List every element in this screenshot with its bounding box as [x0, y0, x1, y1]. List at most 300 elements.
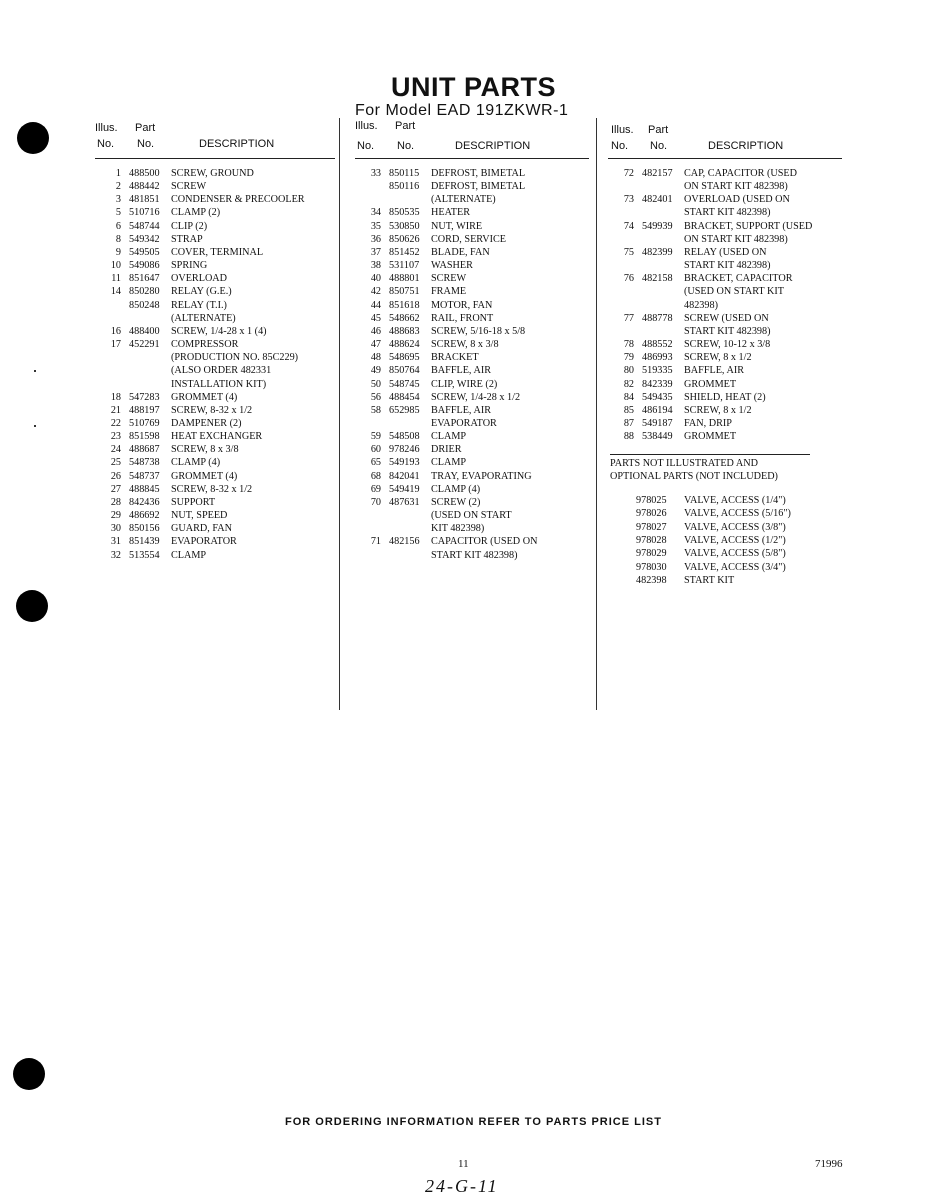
no-label: No. [397, 140, 415, 152]
part-description: (ALTERNATE) [431, 194, 496, 206]
part-description: FAN, DRIP [684, 417, 732, 429]
no-label: No. [650, 140, 668, 152]
part-row [355, 470, 589, 483]
part-number: 978246 [389, 444, 420, 456]
part-description: DEFROST, BIMETAL [431, 181, 526, 193]
part-row [95, 299, 335, 312]
part-description: SCREW, 8 x 3/8 [171, 444, 239, 456]
part-description: FRAME [431, 286, 467, 298]
part-row [355, 509, 589, 522]
part-description: SCREW [431, 273, 467, 285]
part-description: SCREW, 1/4-28 x 1 (4) [171, 325, 267, 337]
illus-number: 1 [115, 168, 121, 179]
part-description: RAIL, FRONT [431, 312, 494, 324]
part-row [355, 483, 589, 496]
illus-number: 21 [110, 404, 121, 416]
part-number: 549419 [389, 483, 420, 495]
part-description: COVER, TERMINAL [171, 246, 264, 258]
illus-number: 2 [115, 181, 121, 193]
part-number: 850764 [389, 365, 420, 377]
illus-number: 24 [110, 444, 121, 456]
part-description: GROMMET [684, 431, 737, 443]
part-description: EVAPORATOR [171, 536, 237, 548]
part-number: 488197 [129, 404, 160, 416]
illus-number [95, 312, 129, 325]
illus-number: 69 [370, 483, 381, 495]
part-label: Part [648, 124, 669, 136]
part-number: 488552 [642, 339, 673, 351]
part-number [642, 325, 684, 338]
part-description: CLIP, WIRE (2) [431, 378, 498, 390]
part-number: 842339 [642, 378, 673, 390]
illus-number: 5 [115, 207, 121, 219]
part-description: SCREW, 1/4-28 x 1/2 [431, 391, 521, 403]
part-number: 850156 [129, 523, 160, 535]
illus-number: 84 [623, 391, 634, 403]
illus-number [95, 351, 129, 364]
illus-number: 33 [370, 168, 381, 179]
illus-number: 49 [370, 365, 381, 377]
parts-column-2 [355, 118, 589, 562]
part-row [608, 246, 842, 259]
part-description: (USED ON START [431, 510, 512, 522]
part-row [355, 167, 589, 180]
illus-number: 30 [110, 523, 121, 535]
illus-number: 11 [111, 273, 121, 285]
part-number: 850280 [129, 286, 160, 298]
part-row [95, 483, 335, 496]
part-number: 850116 [389, 181, 420, 193]
part-number: 452291 [129, 339, 160, 351]
part-row [95, 417, 335, 430]
part-number [389, 417, 431, 430]
illus-number: 79 [623, 352, 634, 364]
part-row [355, 193, 589, 206]
part-number: 482401 [642, 194, 673, 206]
part-row [608, 404, 842, 417]
part-description: START KIT 482398) [684, 207, 771, 219]
part-number [129, 378, 171, 391]
part-description: RELAY (T.I.) [171, 299, 227, 311]
illus-number [355, 417, 389, 430]
part-row [355, 535, 589, 548]
part-description: HEATER [431, 207, 471, 219]
illus-label: Illus. [611, 124, 634, 136]
part-description: MOTOR, FAN [431, 299, 493, 311]
part-number: 652985 [389, 404, 420, 416]
part-row [95, 312, 335, 325]
part-row [355, 443, 589, 456]
illus-number [608, 325, 642, 338]
part-description: SCREW, 5/16-18 x 5/8 [431, 325, 526, 337]
part-number: 978027 [636, 521, 667, 533]
part-row [355, 272, 589, 285]
optional-parts-list [610, 494, 840, 588]
illus-label: Illus. [355, 120, 378, 132]
part-number [642, 259, 684, 272]
illus-number: 42 [370, 286, 381, 298]
part-row [355, 351, 589, 364]
part-number [129, 312, 171, 325]
part-row [355, 246, 589, 259]
part-row [608, 417, 842, 430]
part-row [95, 404, 335, 417]
optional-part-row [636, 494, 840, 507]
binder-hole-middle [16, 590, 48, 622]
part-number: 487631 [389, 496, 420, 508]
part-description: SCREW, 8 x 1/2 [684, 352, 752, 364]
part-row [608, 285, 842, 298]
part-number: 851439 [129, 536, 160, 548]
illus-number: 85 [623, 404, 634, 416]
parts-list [355, 167, 589, 562]
illus-number [608, 285, 642, 298]
illus-number: 77 [623, 312, 634, 324]
illus-number [95, 378, 129, 391]
part-row [355, 417, 589, 430]
scan-speck [34, 425, 36, 427]
optional-part-row [636, 507, 840, 520]
illus-number: 78 [623, 339, 634, 351]
part-description: GUARD, FAN [171, 523, 232, 535]
illus-number: 27 [110, 483, 121, 495]
part-number: 488400 [129, 325, 160, 337]
part-number: 488454 [389, 391, 420, 403]
part-row [95, 522, 335, 535]
part-description: VALVE, ACCESS (5/16") [684, 508, 791, 520]
part-description: (PRODUCTION NO. 85C229) [171, 352, 299, 364]
part-number: 548745 [389, 378, 420, 390]
part-number: 488687 [129, 444, 160, 456]
part-row [95, 167, 335, 180]
illus-number: 50 [370, 378, 381, 390]
part-description: DRIER [431, 444, 462, 456]
part-number: 519335 [642, 365, 673, 377]
part-row [355, 259, 589, 272]
illus-number: 72 [623, 168, 634, 179]
part-number: 482157 [642, 168, 673, 179]
description-label: DESCRIPTION [708, 140, 784, 152]
illus-number: 87 [623, 417, 634, 429]
binder-hole-bottom [13, 1058, 45, 1090]
part-row [355, 338, 589, 351]
part-description: NUT, SPEED [171, 510, 228, 522]
illus-number: 32 [110, 549, 121, 561]
part-description: (USED ON START KIT [684, 286, 784, 298]
handwritten-note: 24-G-11 [425, 1176, 499, 1196]
part-row [95, 325, 335, 338]
illus-number: 40 [370, 273, 381, 285]
part-number: 548737 [129, 470, 160, 482]
part-row [355, 233, 589, 246]
illus-number: 23 [110, 431, 121, 443]
illus-number: 37 [370, 246, 381, 258]
page-title: UNIT PARTS [391, 72, 556, 102]
part-description: WASHER [431, 260, 473, 272]
part-description: CONDENSER & PRECOOLER [171, 194, 305, 206]
part-description: OVERLOAD (USED ON [684, 194, 790, 206]
description-label: DESCRIPTION [455, 140, 531, 152]
part-number: 548508 [389, 431, 420, 443]
part-number: 978029 [636, 548, 667, 560]
column-header [608, 118, 842, 159]
illus-number: 45 [370, 312, 381, 324]
part-description: CLAMP [171, 549, 207, 561]
illus-number: 36 [370, 233, 381, 245]
part-number: 510716 [129, 207, 160, 219]
part-row [355, 456, 589, 469]
part-row [95, 456, 335, 469]
illus-number: 17 [110, 339, 121, 351]
part-description: STRAP [171, 233, 203, 245]
part-description: SPRING [171, 260, 208, 272]
part-row [95, 470, 335, 483]
part-row [608, 206, 842, 219]
part-number: 549193 [389, 457, 420, 469]
part-description: SCREW (USED ON [684, 312, 769, 324]
part-row [95, 391, 335, 404]
part-number: 978030 [636, 561, 667, 573]
part-description: CLIP (2) [171, 220, 208, 232]
part-row [95, 535, 335, 548]
part-description: SCREW, 8 x 3/8 [431, 339, 499, 351]
part-row [355, 549, 589, 562]
parts-column-1 [95, 118, 335, 562]
part-row [95, 430, 335, 443]
part-row [608, 220, 842, 233]
part-row [608, 180, 842, 193]
ordering-note: FOR ORDERING INFORMATION REFER TO PARTS PRICE LIST [285, 1116, 662, 1128]
part-number [389, 549, 431, 562]
part-description: EVAPORATOR [431, 417, 497, 429]
optional-part-row [636, 561, 840, 574]
optional-part-row [636, 547, 840, 560]
part-row [608, 391, 842, 404]
part-row [608, 338, 842, 351]
part-number: 850248 [129, 299, 160, 311]
part-number: 482398 [636, 575, 667, 587]
illus-number [608, 299, 642, 312]
illus-number: 58 [370, 404, 381, 416]
part-description: BAFFLE, AIR [684, 365, 745, 377]
part-number: 851647 [129, 273, 160, 285]
part-row [95, 496, 335, 509]
part-row [95, 509, 335, 522]
part-row [608, 325, 842, 338]
part-number [642, 206, 684, 219]
illus-number: 65 [370, 457, 381, 469]
part-number: 978025 [636, 494, 667, 506]
illus-number: 10 [110, 260, 121, 272]
part-number [642, 285, 684, 298]
part-number: 488778 [642, 312, 673, 324]
illus-number: 3 [115, 194, 121, 206]
part-number: 549939 [642, 220, 673, 232]
illus-number [608, 259, 642, 272]
part-number: 488683 [389, 325, 420, 337]
part-row [355, 496, 589, 509]
parts-list [95, 167, 335, 562]
part-number: 978026 [636, 508, 667, 520]
illus-number: 47 [370, 339, 381, 351]
illus-number [355, 509, 389, 522]
part-row [608, 312, 842, 325]
illus-number: 16 [110, 325, 121, 337]
part-description: SCREW [171, 181, 207, 193]
illus-number [355, 549, 389, 562]
model-subtitle: For Model EAD 191ZKWR-1 [355, 102, 569, 119]
part-description: 482398) [684, 299, 718, 311]
part-number: 481851 [129, 194, 160, 206]
part-number: 549187 [642, 417, 673, 429]
illus-number: 6 [115, 220, 121, 232]
part-number: 488500 [129, 168, 160, 179]
part-description: BRACKET, SUPPORT (USED [684, 220, 813, 232]
part-description: DEFROST, BIMETAL [431, 168, 526, 179]
part-number: 850535 [389, 207, 420, 219]
part-number: 482158 [642, 273, 673, 285]
part-row [95, 259, 335, 272]
part-number: 850751 [389, 286, 420, 298]
part-description: TRAY, EVAPORATING [431, 470, 532, 482]
no-label: No. [357, 140, 375, 152]
part-row [95, 220, 335, 233]
part-description: (ALTERNATE) [171, 312, 236, 324]
part-description: SUPPORT [171, 496, 216, 508]
part-number: 548744 [129, 220, 160, 232]
part-number: 538449 [642, 431, 673, 443]
optional-parts-heading: OPTIONAL PARTS (NOT INCLUDED) [610, 471, 778, 483]
part-description: SCREW, 8 x 1/2 [684, 404, 752, 416]
part-label: Part [135, 122, 156, 134]
illus-number: 8 [115, 233, 121, 245]
part-row [355, 180, 589, 193]
part-number: 549435 [642, 391, 673, 403]
part-number: 842041 [389, 470, 420, 482]
column-divider [596, 118, 597, 710]
part-description: HEAT EXCHANGER [171, 431, 263, 443]
part-description: START KIT 482398) [684, 325, 771, 337]
part-description: SCREW, 8-32 x 1/2 [171, 404, 253, 416]
illus-number: 60 [370, 444, 381, 456]
part-number [129, 364, 171, 377]
part-description: NUT, WIRE [431, 220, 483, 232]
part-row [95, 233, 335, 246]
part-description: GROMMET [684, 378, 737, 390]
optional-part-row [636, 534, 840, 547]
part-description: START KIT 482398) [431, 549, 518, 561]
part-description: INSTALLATION KIT) [171, 378, 267, 390]
part-number: 486993 [642, 352, 673, 364]
part-description: OVERLOAD [171, 273, 228, 285]
part-number [642, 299, 684, 312]
part-description: VALVE, ACCESS (1/4") [684, 494, 786, 506]
part-description: SCREW (2) [431, 496, 481, 508]
part-number: 486194 [642, 404, 673, 416]
part-row [355, 522, 589, 535]
illus-number: 75 [623, 246, 634, 258]
page-number: 11 [458, 1158, 469, 1170]
description-label: DESCRIPTION [199, 138, 275, 150]
illus-number: 31 [110, 536, 121, 548]
part-number [389, 522, 431, 535]
part-description: COMPRESSOR [171, 339, 239, 351]
part-number: 548738 [129, 457, 160, 469]
part-description: BAFFLE, AIR [431, 365, 492, 377]
illus-number: 9 [115, 246, 121, 258]
illus-number: 56 [370, 391, 381, 403]
part-description: GROMMET (4) [171, 391, 238, 403]
no-label: No. [97, 138, 115, 150]
part-number [129, 351, 171, 364]
part-description: BRACKET [431, 352, 479, 364]
optional-part-row [636, 521, 840, 534]
part-row [95, 378, 335, 391]
part-number [389, 193, 431, 206]
part-description: GROMMET (4) [171, 470, 238, 482]
part-row [608, 259, 842, 272]
part-number: 978028 [636, 535, 667, 547]
optional-parts-section [610, 457, 840, 588]
part-number: 851618 [389, 299, 420, 311]
part-description: SCREW, GROUND [171, 168, 254, 179]
illus-number [355, 193, 389, 206]
illus-number: 68 [370, 470, 381, 482]
part-number: 549342 [129, 233, 160, 245]
part-row [355, 378, 589, 391]
part-number: 482156 [389, 536, 420, 548]
illus-number [608, 206, 642, 219]
part-label: Part [395, 120, 416, 132]
part-description: BRACKET, CAPACITOR [684, 273, 793, 285]
document-number: 71996 [815, 1158, 843, 1170]
part-description: CORD, SERVICE [431, 233, 507, 245]
part-description: DAMPENER (2) [171, 417, 242, 429]
part-description: RELAY (G.E.) [171, 286, 232, 298]
part-row [355, 285, 589, 298]
part-number: 850115 [389, 168, 420, 179]
column-divider [339, 118, 340, 710]
part-description: (ALSO ORDER 482331 [171, 365, 272, 377]
illus-number: 29 [110, 510, 121, 522]
part-row [608, 299, 842, 312]
no-label: No. [611, 140, 629, 152]
part-row [95, 193, 335, 206]
illus-number: 26 [110, 470, 121, 482]
illus-number: 38 [370, 260, 381, 272]
illus-number: 71 [370, 536, 381, 548]
part-row [608, 351, 842, 364]
part-number: 549086 [129, 260, 160, 272]
part-description: CLAMP (4) [431, 483, 481, 495]
part-number: 488624 [389, 339, 420, 351]
illus-number [355, 522, 389, 535]
part-number: 488845 [129, 483, 160, 495]
part-row [355, 364, 589, 377]
part-number: 548695 [389, 352, 420, 364]
part-row [95, 364, 335, 377]
part-row [608, 378, 842, 391]
part-description: CAPACITOR (USED ON [431, 536, 538, 548]
part-row [95, 206, 335, 219]
binder-hole-top [17, 122, 49, 154]
part-row [355, 391, 589, 404]
column-header [95, 118, 335, 159]
part-row [608, 364, 842, 377]
part-row [355, 312, 589, 325]
part-row [95, 443, 335, 456]
part-row [355, 325, 589, 338]
